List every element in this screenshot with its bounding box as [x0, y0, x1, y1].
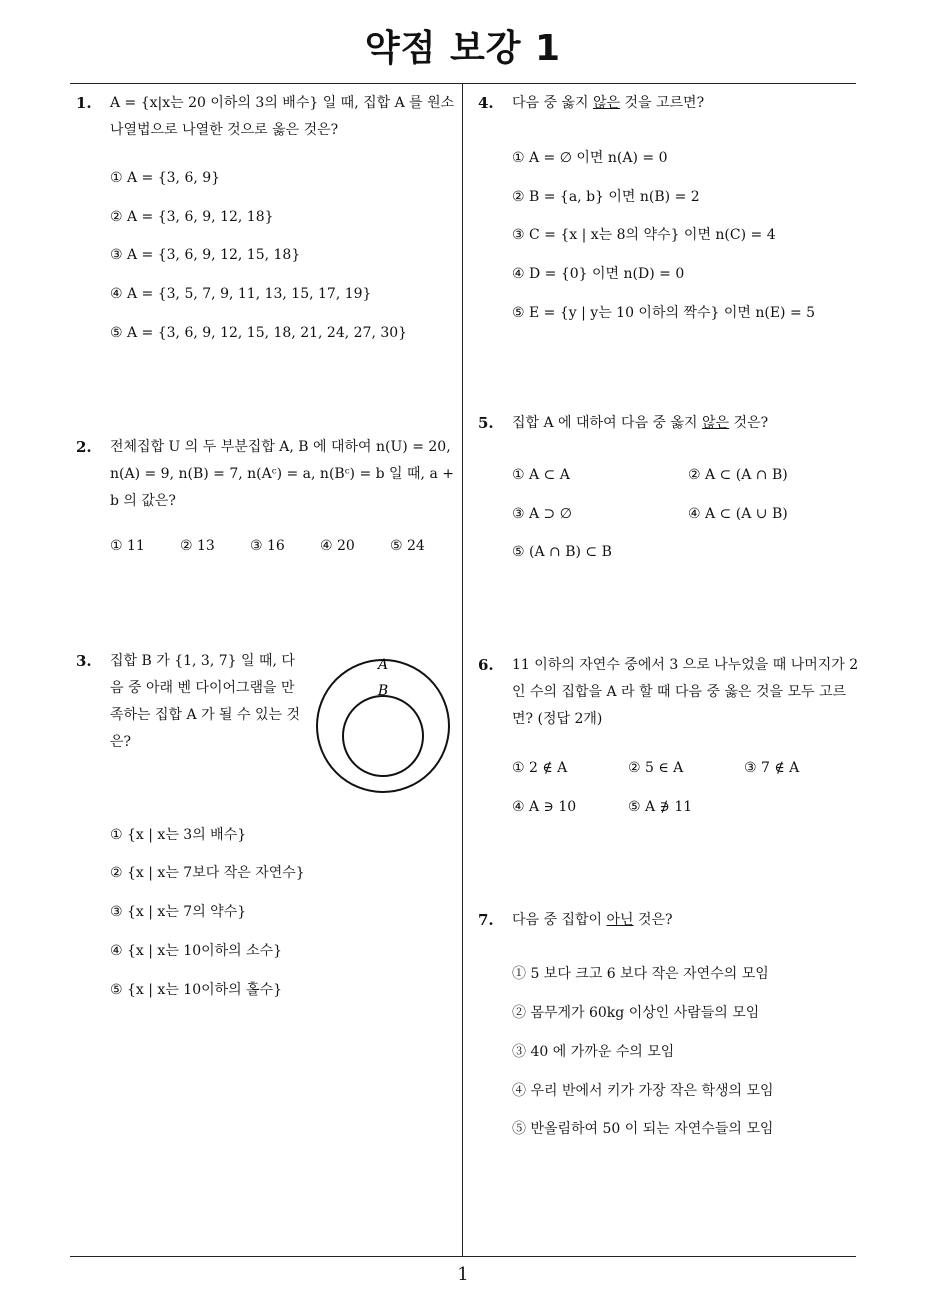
question-number: 3.	[76, 652, 92, 670]
venn-label-b: B	[377, 683, 389, 699]
question-text: 집합 A 에 대하여 다음 중 옳지 않은 것은?	[512, 415, 769, 431]
question-text: 다음 중 옳지 않은 것을 고르면?	[512, 95, 705, 111]
page-number: 1	[457, 1264, 469, 1285]
option-5[interactable]: ⑤ A ∌ 11	[628, 799, 693, 815]
question-2	[76, 434, 458, 515]
option-3[interactable]: ③ A ⊃ ∅	[512, 506, 572, 522]
question-4	[478, 90, 858, 117]
option-4[interactable]: ④ 20	[320, 538, 355, 554]
question-7	[478, 907, 858, 934]
option-5[interactable]: ⑤ 24	[390, 538, 425, 554]
header-rule	[70, 83, 856, 84]
option-3[interactable]: ③ 16	[250, 538, 285, 554]
option-3[interactable]: ③ 7 ∉ A	[744, 760, 800, 776]
option-3[interactable]: ③ {x | x는 7의 약수}	[110, 904, 247, 920]
question-text: 전체집합 U 의 두 부분집합 A, B 에 대하여 n(U) = 20, n(A) = 9, n(B) = 7, n(Aᶜ) = a, n(Bᶜ) = b 일 때, a + b 의 값은?	[110, 439, 454, 509]
option-1[interactable]: ① 5 보다 크고 6 보다 작은 자연수의 모임	[512, 966, 769, 982]
option-3[interactable]: ③ C = {x | x는 8의 약수} 이면 n(C) = 4	[512, 227, 776, 243]
option-2[interactable]: ② A ⊂ (A ∩ B)	[688, 467, 788, 483]
option-3[interactable]: ③ A = {3, 6, 9, 12, 15, 18}	[110, 247, 301, 263]
emphasis-underline: 않은	[702, 415, 730, 431]
venn-diagram	[308, 652, 458, 794]
option-4[interactable]: ④ {x | x는 10이하의 소수}	[110, 943, 283, 959]
page-title: 약점 보강 1	[364, 28, 562, 69]
question-number: 4.	[478, 94, 494, 112]
option-5[interactable]: ⑤ A = {3, 6, 9, 12, 15, 18, 21, 24, 27, 30}	[110, 325, 408, 341]
option-4[interactable]: ④ A ∋ 10	[512, 799, 577, 815]
emphasis-underline: 아닌	[606, 912, 634, 928]
option-1[interactable]: ① A = ∅ 이면 n(A) = 0	[512, 150, 668, 166]
option-1[interactable]: ① {x | x는 3의 배수}	[110, 827, 247, 843]
venn-label-a: A	[377, 657, 389, 673]
option-5[interactable]: ⑤ (A ∩ B) ⊂ B	[512, 544, 612, 560]
option-1[interactable]: ① A ⊂ A	[512, 467, 570, 483]
option-5[interactable]: ⑤ {x | x는 10이하의 홀수}	[110, 982, 283, 998]
option-2[interactable]: ② A = {3, 6, 9, 12, 18}	[110, 209, 274, 225]
question-text: 다음 중 집합이 아닌 것은?	[512, 912, 673, 928]
option-5[interactable]: ⑤ 반올림하여 50 이 되는 자연수들의 모임	[512, 1121, 774, 1137]
option-5[interactable]: ⑤ E = {y | y는 10 이하의 짝수} 이면 n(E) = 5	[512, 305, 816, 321]
question-3	[76, 648, 301, 756]
option-2[interactable]: ② {x | x는 7보다 작은 자연수}	[110, 865, 305, 881]
emphasis-underline: 않은	[592, 95, 621, 111]
footer-rule	[70, 1256, 856, 1257]
question-6	[478, 652, 860, 733]
question-5	[478, 410, 858, 437]
option-4[interactable]: ④ A ⊂ (A ∪ B)	[688, 506, 788, 522]
question-1	[76, 90, 458, 144]
question-number: 6.	[478, 656, 494, 674]
option-1[interactable]: ① 2 ∉ A	[512, 760, 568, 776]
question-number: 7.	[478, 911, 494, 929]
question-number: 5.	[478, 414, 494, 432]
question-text: 11 이하의 자연수 중에서 3 으로 나누었을 때 나머지가 2 인 수의 집합을 A 라 할 때 다음 중 옳은 것을 모두 고르면? (정답 2개)	[512, 657, 859, 727]
option-1[interactable]: ① 11	[110, 538, 145, 554]
option-2[interactable]: ② B = {a, b} 이면 n(B) = 2	[512, 189, 700, 205]
question-number: 2.	[76, 438, 92, 456]
venn-inner-circle	[343, 696, 423, 776]
question-text: A = {x|x는 20 이하의 3의 배수} 일 때, 집합 A 를 원소나열법으로 나열한 것으로 옳은 것은?	[110, 95, 455, 138]
option-4[interactable]: ④ 우리 반에서 키가 가장 작은 학생의 모임	[512, 1083, 774, 1099]
question-text: 집합 B 가 {1, 3, 7} 일 때, 다음 중 아래 벤 다이어그램을 만족하는 집합 A 가 될 수 있는 것은?	[110, 653, 301, 750]
option-4[interactable]: ④ A = {3, 5, 7, 9, 11, 13, 15, 17, 19}	[110, 286, 372, 302]
option-2[interactable]: ② 몸무게가 60kg 이상인 사람들의 모임	[512, 1005, 760, 1021]
option-3[interactable]: ③ 40 에 가까운 수의 모임	[512, 1044, 675, 1060]
venn-outer-circle	[317, 660, 449, 792]
column-divider	[462, 84, 463, 1257]
option-1[interactable]: ① A = {3, 6, 9}	[110, 170, 221, 186]
question-number: 1.	[76, 94, 92, 112]
option-4[interactable]: ④ D = {0} 이면 n(D) = 0	[512, 266, 685, 282]
option-2[interactable]: ② 5 ∈ A	[628, 760, 684, 776]
option-2[interactable]: ② 13	[180, 538, 215, 554]
